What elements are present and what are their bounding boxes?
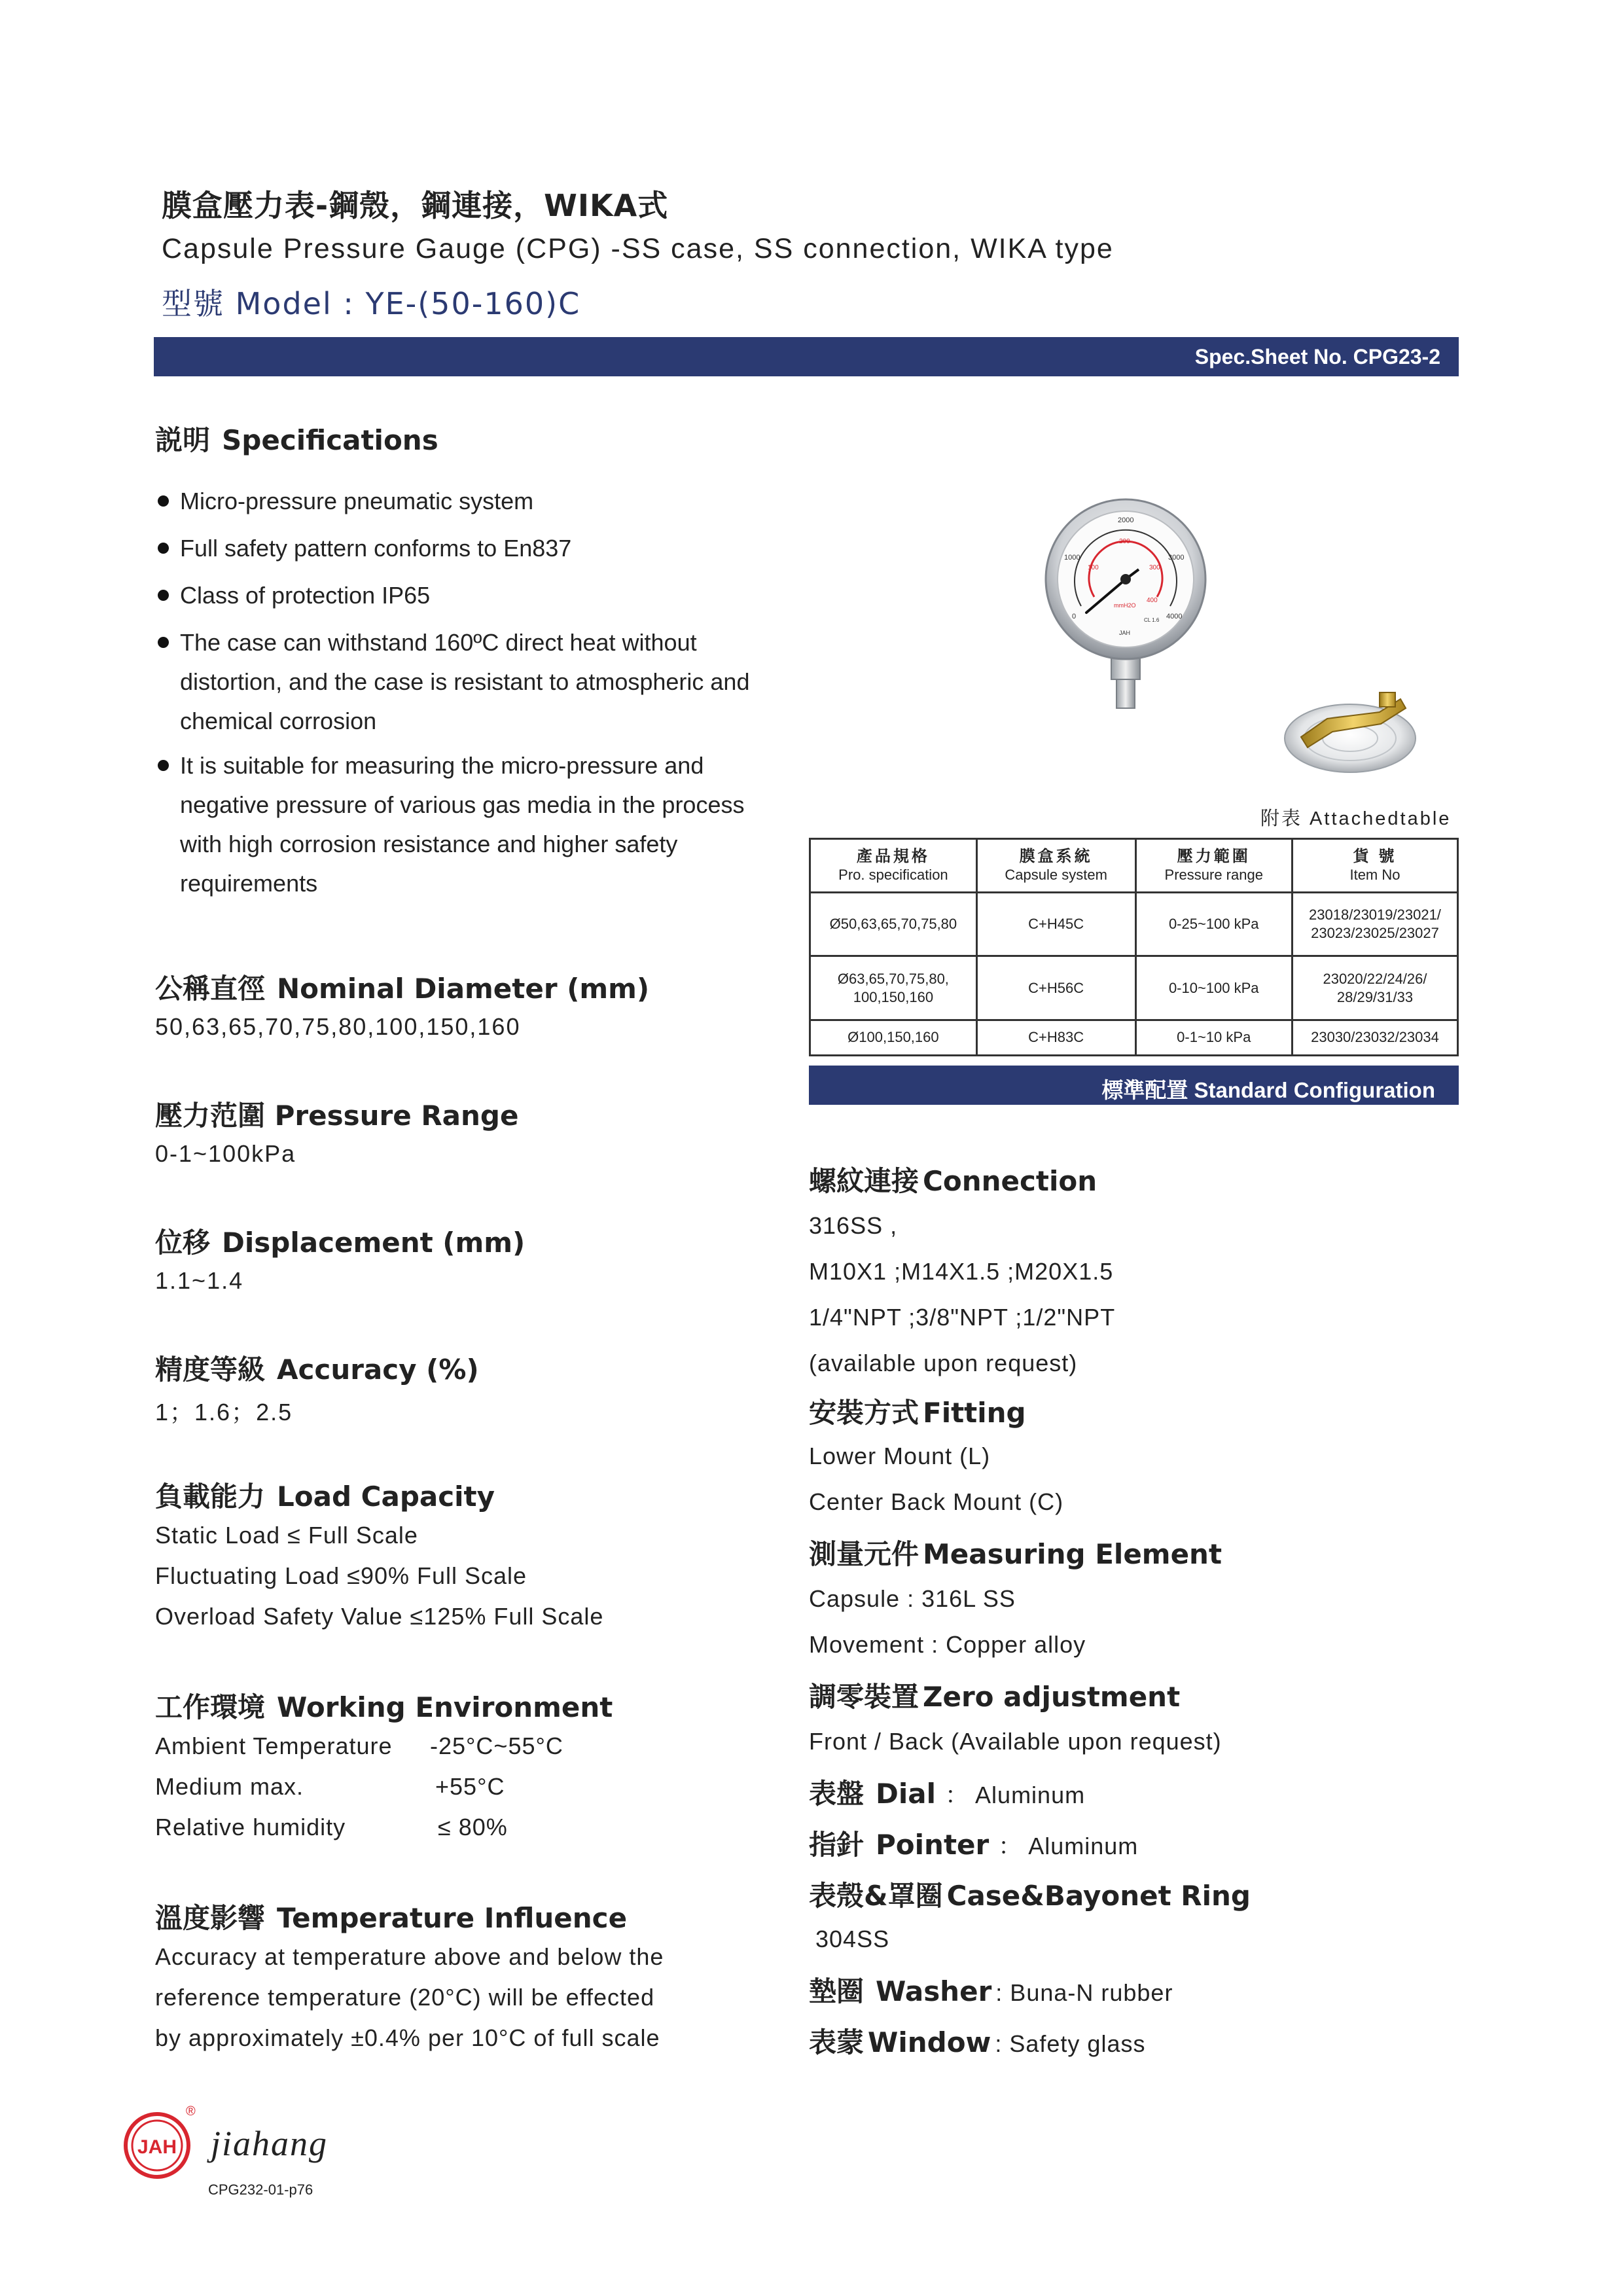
gauge-red-tick-label: 400 [1147, 597, 1158, 604]
table-header-cell: 壓力範圍 Pressure range [1135, 839, 1292, 893]
displacement-value: 1.1~1.4 [155, 1267, 244, 1294]
specifications-heading-en: Specifications [222, 424, 438, 456]
nominal-diameter-heading: 公稱直徑 Nominal Diameter (mm) [155, 973, 650, 1005]
table-cell: Ø100,150,160 [810, 1020, 977, 1055]
table-cell: 0-10~100 kPa [1135, 956, 1292, 1020]
accuracy-heading: 精度等級 Accuracy (%) [155, 1354, 479, 1386]
document-code: CPG232-01-p76 [208, 2181, 313, 2198]
measuring-element-line: Capsule : 316L SS [809, 1585, 1016, 1612]
connection-line: (available upon request) [809, 1350, 1078, 1376]
zero-adjustment-heading: 調零裝置 Zero adjustment [809, 1681, 1181, 1713]
table-row [810, 893, 1458, 956]
temperature-influence-values [155, 1937, 664, 2058]
washer-value: : Buna-N rubber [995, 1979, 1173, 2006]
registered-mark: ® [186, 2104, 196, 2119]
gauge-tick-label: 2000 [1118, 516, 1134, 524]
table-row [810, 956, 1458, 1020]
table-cell: C+H45C [976, 893, 1135, 956]
case-bayonet-line: 304SS [815, 1926, 890, 1952]
dial-value: ： Aluminum [945, 1782, 1086, 1808]
measuring-element-values [809, 1576, 1086, 1668]
pointer-value: ： Aluminum [998, 1833, 1139, 1859]
window-heading: 表蒙 Window [809, 2026, 991, 2058]
dial-heading: 表盤 Dial [809, 1778, 936, 1810]
table-cell: 0-1~10 kPa [1135, 1020, 1292, 1055]
working-environment-values [155, 1726, 613, 1848]
measuring-element-line: Movement : Copper alloy [809, 1631, 1086, 1658]
table-cell: 0-25~100 kPa [1135, 893, 1292, 956]
table-header-row [810, 839, 1458, 893]
pointer-row [809, 1823, 1138, 1863]
temperature-influence-line: by approximately ±0.4% per 10°C of full scale [155, 2024, 660, 2051]
list-item: Full safety pattern conforms to En837 [155, 529, 764, 568]
displacement-heading: 位移 Displacement (mm) [155, 1227, 526, 1259]
standard-configuration-label: 標準配置 Standard Configuration [1101, 1078, 1435, 1102]
jah-logo [118, 2101, 196, 2179]
model-number: 型號 Model : YE-(50-160)C [162, 286, 581, 321]
table-cell: Ø63,65,70,75,80, 100,150,160 [810, 956, 977, 1020]
attached-table [809, 838, 1459, 1056]
table-cell: 23020/22/24/26/ 28/29/31/33 [1292, 956, 1457, 1020]
specifications-list [155, 482, 764, 903]
connection-line: 316SS , [809, 1212, 898, 1239]
title-english: Capsule Pressure Gauge (CPG) -SS case, SS connection, WIKA type [162, 233, 1114, 264]
gauge-units: mmH2O [1114, 602, 1136, 609]
measuring-element-heading: 測量元件 Measuring Element [809, 1538, 1222, 1570]
load-capacity-line: Static Load ≤ Full Scale [155, 1522, 418, 1549]
gauge-tick-label: 3000 [1168, 554, 1185, 562]
gauge-red-tick-label: 100 [1088, 564, 1099, 571]
standard-configuration-bar [809, 1066, 1459, 1105]
pointer-heading: 指針 Pointer [809, 1829, 990, 1861]
temperature-influence-line: Accuracy at temperature above and below the [155, 1943, 664, 1970]
nominal-diameter-value: 50,63,65,70,75,80,100,150,160 [155, 1013, 521, 1040]
case-bayonet-heading: 表殼&罩圈 Case&Bayonet Ring [809, 1880, 1251, 1912]
gauge-tick-label: 4000 [1166, 613, 1183, 620]
working-environment-heading: 工作環境 Working Environment [155, 1691, 613, 1723]
dial-row [809, 1772, 1085, 1812]
window-value: : Safety glass [995, 2030, 1146, 2057]
case-bayonet-values [815, 1916, 889, 1962]
table-header-cell: 產品規格 Pro. specification [810, 839, 977, 893]
accuracy-value: 1；1.6；2.5 [155, 1399, 293, 1426]
brand-name: jiahang [211, 2124, 329, 2163]
table-header-cell: 膜盒系統 Capsule system [976, 839, 1135, 893]
gauge-red-tick-label: 200 [1119, 538, 1130, 545]
table-cell: 23030/23032/23034 [1292, 1020, 1457, 1055]
gauge-class: CL 1.6 [1144, 617, 1160, 623]
washer-heading: 墊圈 Washer [809, 1975, 992, 2007]
table-cell: C+H56C [976, 956, 1135, 1020]
fitting-line: Lower Mount (L) [809, 1443, 991, 1469]
window-row [809, 2021, 1145, 2060]
working-environment-row: Medium max. +55°C [155, 1773, 505, 1800]
connection-line: 1/4"NPT ;3/8"NPT ;1/2"NPT [809, 1304, 1116, 1331]
connection-heading: 螺紋連接 Connection [809, 1165, 1097, 1197]
gauge-red-tick-label: 300 [1149, 564, 1160, 571]
logo-text: JAH [137, 2136, 177, 2158]
load-capacity-values [155, 1515, 603, 1637]
title-chinese: 膜盒壓力表-鋼殼，鋼連接，WIKA式 [162, 188, 669, 223]
spec-sheet-number: Spec.Sheet No. CPG23-2 [1194, 345, 1440, 368]
fitting-line: Center Back Mount (C) [809, 1488, 1064, 1515]
gauge-tick-label: 1000 [1064, 554, 1080, 562]
table-cell: Ø50,63,65,70,75,80 [810, 893, 977, 956]
list-item: The case can withstand 160ºC direct heat without distortion, and the case is resistant to atmospheric and chemical corrosion [155, 623, 764, 741]
list-item: It is suitable for measuring the micro-pressure and negative pressure of various gas media in the process with high corrosion resistance and higher safety requirements [155, 746, 764, 903]
load-capacity-heading: 負載能力 Load Capacity [155, 1480, 495, 1513]
temperature-influence-heading: 溫度影響 Temperature Influence [155, 1902, 628, 1934]
list-item: Micro-pressure pneumatic system [155, 482, 764, 521]
temperature-influence-line: reference temperature (20°C) will be effected [155, 1984, 655, 2011]
washer-row [809, 1970, 1173, 2009]
list-item: Class of protection IP65 [155, 576, 764, 615]
gauge-brand-mark: JAH [1119, 630, 1131, 636]
connection-values [809, 1203, 1115, 1386]
pressure-range-value: 0-1~100kPa [155, 1140, 296, 1167]
pressure-gauge-image [1021, 497, 1230, 720]
working-environment-row: Ambient Temperature -25°C~55°C [155, 1732, 563, 1759]
pressure-range-heading: 壓力范圍 Pressure Range [155, 1100, 519, 1132]
zero-adjustment-values [809, 1719, 1222, 1765]
specifications-heading [155, 419, 438, 458]
zero-adjustment-line: Front / Back (Available upon request) [809, 1728, 1222, 1755]
load-capacity-line: Overload Safety Value ≤125% Full Scale [155, 1603, 604, 1630]
capsule-image [1281, 679, 1419, 778]
load-capacity-line: Fluctuating Load ≤90% Full Scale [155, 1562, 527, 1589]
spec-sheet-bar [154, 337, 1459, 376]
attached-table-label: 附表 Attachedtable [1260, 808, 1452, 829]
gauge-tick-label: 0 [1072, 613, 1077, 620]
table-cell: 23018/23019/23021/ 23023/23025/23027 [1292, 893, 1457, 956]
table-row [810, 1020, 1458, 1055]
connection-line: M10X1 ;M14X1.5 ;M20X1.5 [809, 1258, 1114, 1285]
specifications-heading-cn: 説明 [155, 424, 211, 456]
fitting-values [809, 1433, 1063, 1525]
working-environment-row: Relative humidity ≤ 80% [155, 1814, 508, 1840]
fitting-heading: 安裝方式 Fitting [809, 1397, 1026, 1429]
table-header-cell: 貨 號 Item No [1292, 839, 1457, 893]
table-cell: C+H83C [976, 1020, 1135, 1055]
